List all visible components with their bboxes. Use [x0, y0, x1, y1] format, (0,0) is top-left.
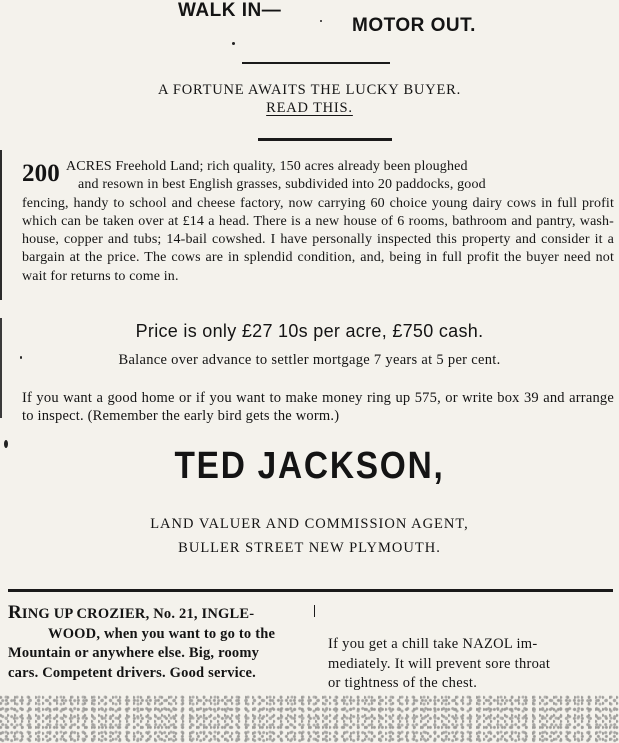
nazol-ad — [328, 635, 618, 694]
ink-speck — [320, 20, 322, 22]
headline-line-1: A FORTUNE AWAITS THE LUCKY BUYER. — [157, 82, 462, 98]
column-rule-left — [0, 150, 2, 300]
headline — [0, 81, 619, 117]
agent-details — [0, 512, 619, 560]
contact-note: If you want a good home or if you want to make money ring up 575, or write box 39 and arrange to inspect. (Remember the early bird gets the worm.) — [22, 390, 614, 424]
acres-number: 200 — [22, 160, 60, 187]
listing-first-line: ACRES Freehold Land; rich quality, 150 acres already been ploughed — [65, 159, 468, 174]
crozier-ad — [8, 603, 320, 683]
crozier-line-1 — [8, 603, 320, 625]
section-rule — [8, 589, 613, 592]
walk-in-heading: WALK IN— — [178, 0, 282, 21]
nazol-line-1: If you get a chill take NAZOL im- — [328, 636, 538, 652]
nazol-line-3: or tightness of the chest. — [328, 675, 478, 691]
crozier-line-1-text: ING UP CROZIER, No. 21, INGLE- — [21, 606, 255, 622]
agent-address: BULLER STREET NEW PLYMOUTH. — [178, 540, 441, 556]
nazol-line-2: mediately. It will prevent sore throat — [328, 655, 551, 672]
crozier-initial: R — [8, 602, 22, 623]
headline-rule — [258, 138, 392, 141]
motor-out-heading: MOTOR OUT. — [352, 15, 476, 36]
crozier-line-3: Mountain or anywhere else. Big, roomy — [8, 645, 260, 661]
crozier-line-2: WOOD, when you want to go to the — [48, 625, 276, 642]
ink-speck — [20, 356, 22, 359]
listing-second-line: and resown in best English grasses, subdivided into 20 paddocks, good — [78, 177, 486, 193]
ink-speck — [4, 440, 8, 448]
agent-title: LAND VALUER AND COMMISSION AGENT, — [150, 516, 469, 532]
ink-speck — [232, 42, 235, 45]
balance-line: Balance over advance to settler mortgage 7 years at 5 per cent. — [118, 352, 501, 368]
print-noise — [0, 695, 619, 743]
headline-line-2: READ THIS. — [266, 100, 353, 116]
agent-name: TED JACKSON, — [174, 445, 445, 487]
header-rule — [242, 62, 390, 64]
listing-paragraph — [22, 158, 614, 286]
column-divider — [314, 605, 315, 617]
price-line: Price is only £27 10s per acre, £750 cash. — [135, 321, 484, 341]
listing-rest: fencing, handy to school and cheese factory, now carrying 60 choice young dairy cows in full profit which can be taken over at £14 a head. There is a new house of 6 rooms, bathroom and pantry, wash-house, copper and tubs; 14-bail cowshed. I have personally inspected this property and consider it a bargain at the price. The cows are in splendid condition, and, being in full profit the buyer need not wait for returns to come in. — [22, 195, 614, 284]
crozier-line-4: cars. Competent drivers. Good service. — [8, 664, 256, 681]
